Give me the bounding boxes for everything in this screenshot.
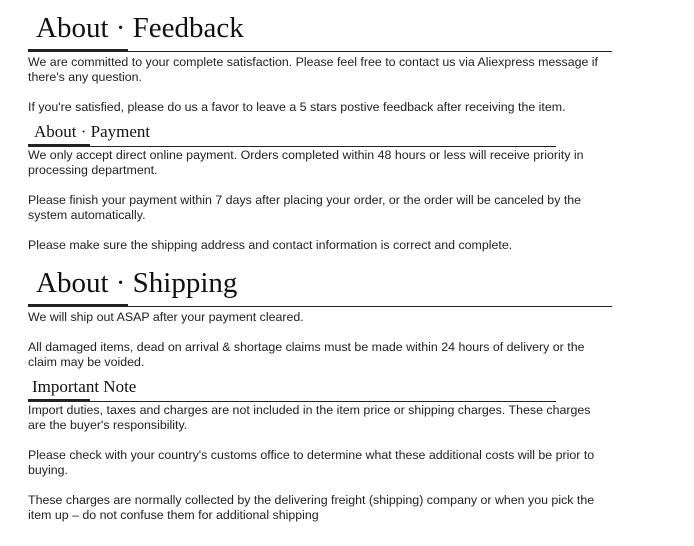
spacer	[28, 433, 612, 448]
shipping-paragraph: All damaged items, dead on arrival & shortage claims must be made within 24 hours of delivery or the claim may be voided.	[28, 340, 585, 369]
payment-paragraph: We only accept direct online payment. Orders completed within 48 hours or less will receive priority in processing department.	[28, 148, 584, 177]
spacer	[28, 178, 612, 193]
payment-paragraph: Please make sure the shipping address and contact information is correct and complete.	[28, 238, 513, 252]
shipping-divider	[28, 304, 612, 307]
payment-paragraph: Please finish your payment within 7 days after placing your order, or the order will be canceled by the system automatically.	[28, 193, 582, 222]
divider-line	[28, 146, 556, 147]
divider-accent	[28, 399, 90, 402]
important-note-header	[28, 372, 612, 402]
shipping-header	[28, 259, 612, 307]
feedback-paragraph: We are committed to your complete satisfaction. Please feel free to contact us via Aliexpress message if there's any question.	[28, 55, 599, 84]
feedback-divider	[28, 49, 612, 52]
important-note-paragraph: Please check with your country's customs office to determine what these additional costs will be prior to buying.	[28, 448, 595, 477]
shipping-paragraph: We will ship out ASAP after your payment cleared.	[28, 310, 304, 324]
feedback-header	[28, 0, 612, 52]
divider-accent	[28, 304, 128, 307]
important-note-divider	[28, 399, 556, 402]
divider-accent	[28, 49, 128, 52]
payment-divider	[28, 144, 556, 147]
divider-accent	[28, 144, 90, 147]
spacer	[28, 325, 612, 340]
policy-content	[28, 0, 612, 523]
important-note-title: Important Note	[32, 377, 137, 396]
spacer	[28, 85, 612, 100]
spacer	[28, 223, 612, 238]
important-note-paragraph: Import duties, taxes and charges are not included in the item price or shipping charges. These charges are the buyer's responsibility.	[28, 403, 591, 432]
spacer	[28, 478, 612, 493]
divider-line	[28, 401, 556, 402]
payment-header	[28, 117, 612, 147]
shipping-title: About · Shipping	[36, 267, 238, 299]
feedback-title: About · Feedback	[36, 12, 244, 44]
feedback-paragraph: If you're satisfied, please do us a favor to leave a 5 stars postive feedback after receiving the item.	[28, 100, 566, 114]
important-note-paragraph: These charges are normally collected by the delivering freight (shipping) company or when you pick the item up – do not confuse them for additional shipping	[28, 493, 595, 522]
payment-title: About · Payment	[34, 122, 151, 141]
